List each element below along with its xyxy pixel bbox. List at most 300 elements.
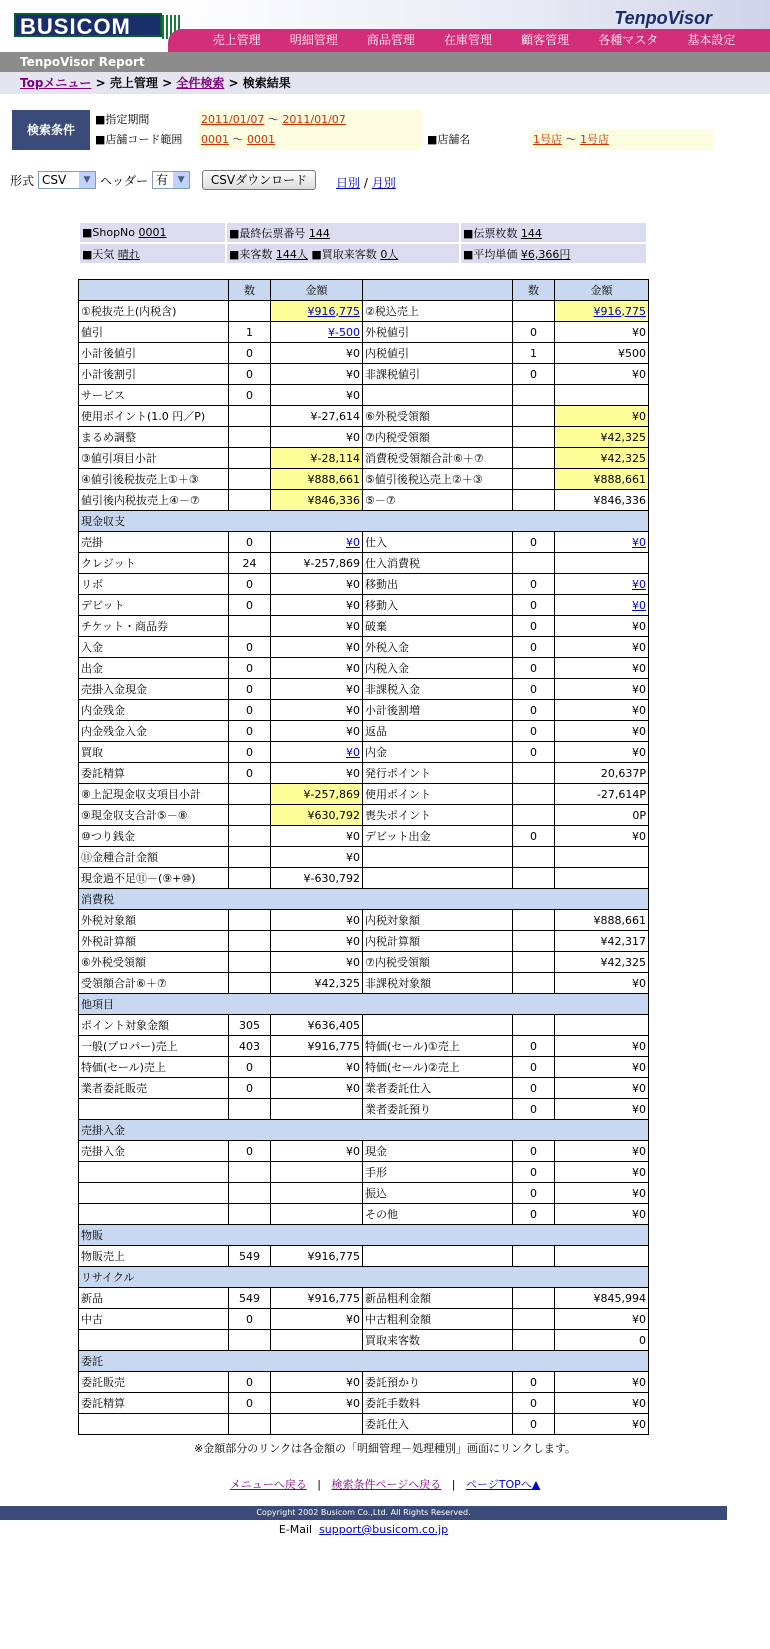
table-row [79,343,649,364]
breadcrumb-sep: > [162,76,173,90]
label-cell: 業者委託預り [363,1099,513,1120]
amount-cell: 20,637P [555,763,649,784]
label-cell [79,1330,229,1351]
label-cell: 内金 [363,742,513,763]
table-row [79,469,649,490]
count-cell: 403 [229,1036,271,1057]
count-cell: 0 [229,1141,271,1162]
label-cell: ⑦内税受領額 [363,427,513,448]
label-cell: 移動出 [363,574,513,595]
table-row [79,1414,649,1435]
table-row [79,973,649,994]
amount-link[interactable]: ¥0 [632,598,646,612]
label-cell [79,1414,229,1435]
count-cell: 0 [513,1078,555,1099]
count-cell [229,868,271,889]
amount-cell: ¥42,325 [555,448,649,469]
count-cell: 0 [513,1036,555,1057]
back-to-menu-link[interactable]: メニューへ戻る [229,1478,307,1491]
amount-cell: ¥0 [555,637,649,658]
csv-download-button[interactable]: CSVダウンロード [202,170,316,190]
nav-masters[interactable]: 各種マスタ [598,33,659,47]
column-header: 数 [229,280,271,301]
amount-cell: ¥0 [555,364,649,385]
label-cell: 現金過不足⑪－(⑨+⑩) [79,868,229,889]
count-cell: 0 [513,679,555,700]
table-row [79,658,649,679]
count-cell: 0 [513,1162,555,1183]
last-slip-cell [227,223,459,242]
amount-cell: ¥0 [271,364,363,385]
label-cell: 非課税値引 [363,364,513,385]
amount-cell: ¥0 [271,343,363,364]
label-cell: 内税値引 [363,343,513,364]
table-row [79,805,649,826]
format-select[interactable] [38,171,96,189]
count-cell: 0 [229,679,271,700]
summary-row [80,223,646,242]
amount-cell [271,1414,363,1435]
period-from[interactable]: 2011/01/07 [201,113,265,126]
store-code-label: ■店舗コード範囲 [92,130,196,150]
label-cell: 新品粗利金額 [363,1288,513,1309]
count-cell [229,1204,271,1225]
count-cell [513,1015,555,1036]
label-cell: ③値引項目小計 [79,448,229,469]
count-cell [513,490,555,511]
avg-price-label: ■平均単価 [463,247,518,261]
section-label: 委託 [79,1351,649,1372]
label-cell: 値引後内税抜売上④－⑦ [79,490,229,511]
period-to[interactable]: 2011/01/07 [282,113,346,126]
label-cell: 発行ポイント [363,763,513,784]
nav-products[interactable]: 商品管理 [366,33,415,47]
header-value: 有 [156,173,169,187]
shop-no-cell [80,223,225,242]
amount-cell: ¥916,775 [271,1288,363,1309]
count-cell [229,490,271,511]
amount-cell: ¥0 [271,763,363,784]
count-cell: 0 [513,1372,555,1393]
amount-cell: ¥0 [271,1078,363,1099]
amount-link[interactable]: ¥916,775 [593,304,646,318]
slip-count-label: ■伝票枚数 [463,226,518,240]
section-row [79,1225,649,1246]
label-cell: リボ [79,574,229,595]
count-cell [229,973,271,994]
breadcrumb-top[interactable]: Topメニュー [20,76,92,90]
count-cell: 0 [229,721,271,742]
nav-customers[interactable]: 顧客管理 [521,33,570,47]
slip-count-link[interactable]: 144 [520,226,542,240]
count-cell: 0 [513,700,555,721]
section-label: リサイクル [79,1267,649,1288]
count-cell [513,301,555,322]
label-cell: 売掛 [79,532,229,553]
amount-cell [271,532,363,553]
table-row [79,910,649,931]
count-cell [513,427,555,448]
label-cell [363,1015,513,1036]
summary-table [78,221,648,265]
table-row [79,784,649,805]
table-row [79,1057,649,1078]
table-row [79,1372,649,1393]
count-cell [513,1246,555,1267]
count-cell [229,1099,271,1120]
table-row [79,301,649,322]
amount-cell: ¥0 [271,721,363,742]
label-cell: 手形 [363,1162,513,1183]
count-cell: 0 [513,1057,555,1078]
amount-link[interactable]: ¥0 [632,535,646,549]
label-cell: 内税入金 [363,658,513,679]
store-code-value [198,130,422,150]
table-row [79,847,649,868]
label-cell: その他 [363,1204,513,1225]
header-select[interactable] [152,171,190,189]
label-cell: 特価(セール)売上 [79,1057,229,1078]
daily-link[interactable]: 日別 [336,176,361,190]
amount-cell: ¥0 [555,322,649,343]
label-cell: ポイント対象金額 [79,1015,229,1036]
label-cell: 小計後割増 [363,700,513,721]
label-cell [79,1183,229,1204]
label-cell: 使用ポイント(1.0 円／P) [79,406,229,427]
amount-cell: ¥0 [271,847,363,868]
table-row [79,616,649,637]
summary-row [80,244,646,263]
amount-link[interactable]: ¥-500 [328,325,360,339]
label-cell: 外税対象額 [79,910,229,931]
amount-cell: ¥0 [555,1141,649,1162]
count-cell [229,1162,271,1183]
count-cell: 0 [513,1183,555,1204]
count-cell: 0 [513,532,555,553]
logo-text: BUSICOM [20,14,131,39]
breadcrumb [0,72,770,94]
amount-cell: ¥636,405 [271,1015,363,1036]
count-cell: 24 [229,553,271,574]
table-row [79,1036,649,1057]
link-note: ※金額部分のリンクは各金額の「明細管理－処理種別」画面にリンクします。 [194,1442,576,1455]
amount-cell: ¥0 [555,616,649,637]
count-cell: 0 [229,742,271,763]
table-row [79,1015,649,1036]
count-cell: 549 [229,1246,271,1267]
amount-cell [555,574,649,595]
avg-price-cell [461,244,646,263]
label-cell: ⑤値引後税込売上②＋③ [363,469,513,490]
table-row [79,532,649,553]
label-cell: 小計後割引 [79,364,229,385]
amount-cell: ¥0 [271,637,363,658]
label-cell: 破棄 [363,616,513,637]
tilde: 〜 [232,133,244,146]
copyright: Copyright 2002 Busicom Co.,Ltd. All Rights Reserved. [0,1506,727,1520]
count-cell [513,805,555,826]
back-to-search-link[interactable]: 検索条件ページへ戻る [331,1478,442,1491]
count-cell: 0 [513,1204,555,1225]
nav-sales[interactable]: 売上管理 [212,33,261,47]
section-row [79,889,649,910]
count-cell [513,763,555,784]
amount-cell: ¥0 [555,1078,649,1099]
table-row [79,721,649,742]
section-row [79,1351,649,1372]
amount-cell: ¥0 [271,1057,363,1078]
table-row [79,931,649,952]
busicom-logo [14,13,162,37]
breadcrumb-search[interactable]: 全件検索 [176,76,225,90]
count-cell [513,448,555,469]
count-cell [229,427,271,448]
last-slip-label: ■最終伝票番号 [229,226,306,240]
store-name-value [530,130,714,150]
table-row [79,1183,649,1204]
label-cell: 委託手数料 [363,1393,513,1414]
section-label: 売掛入金 [79,1120,649,1141]
amount-cell: ¥0 [271,952,363,973]
label-cell: 特価(セール)②売上 [363,1057,513,1078]
label-cell: 売掛入金 [79,1141,229,1162]
store-name-from[interactable]: 1号店 [533,133,562,146]
table-row [79,1393,649,1414]
label-cell: ⑥外税受領額 [363,406,513,427]
amount-cell: ¥-257,869 [271,553,363,574]
amount-cell [271,1162,363,1183]
tenpovisor-brand: TenpoVisor [614,8,712,28]
nav-details[interactable]: 明細管理 [289,33,338,47]
page-top-link[interactable]: ページTOPへ▲ [465,1478,541,1491]
count-cell: 0 [513,1393,555,1414]
amount-cell: ¥-28,114 [271,448,363,469]
label-cell: 外税計算額 [79,931,229,952]
label-cell: 内税計算額 [363,931,513,952]
section-row [79,1120,649,1141]
amount-cell: ¥0 [555,742,649,763]
amount-cell: ¥916,775 [271,1036,363,1057]
label-cell: 非課税対象額 [363,973,513,994]
label-cell: チケット・商品券 [79,616,229,637]
amount-cell: ¥0 [555,973,649,994]
section-label: 他項目 [79,994,649,1015]
count-cell [229,784,271,805]
report-subtitle: TenpoVisor Report [0,52,770,72]
separator: | [317,1478,321,1491]
label-cell: 委託仕入 [363,1414,513,1435]
amount-cell: ¥0 [555,1183,649,1204]
count-cell [229,448,271,469]
label-cell: ⑤－⑦ [363,490,513,511]
count-cell [513,910,555,931]
tilde: 〜 [267,113,279,126]
nav-inventory[interactable]: 在庫管理 [443,33,492,47]
period-links [336,174,396,191]
amount-link[interactable]: ¥916,775 [307,304,360,318]
count-cell [229,931,271,952]
breadcrumb-sep: > [95,76,106,90]
count-cell: 0 [229,763,271,784]
count-cell [229,826,271,847]
count-cell: 0 [229,1078,271,1099]
visitors-cell [227,244,459,263]
amount-link[interactable]: ¥0 [632,577,646,591]
count-cell: 0 [513,1414,555,1435]
email-line [0,1523,727,1536]
column-header: 金額 [555,280,649,301]
label-cell: ⑩つり銭金 [79,826,229,847]
amount-cell: ¥888,661 [271,469,363,490]
count-cell [513,385,555,406]
label-cell [79,1099,229,1120]
search-conditions [12,110,732,150]
count-cell [513,1330,555,1351]
count-cell: 0 [513,595,555,616]
store-from[interactable]: 0001 [201,133,229,146]
table-row [79,406,649,427]
table-row [79,952,649,973]
table-row [79,1078,649,1099]
separator: | [451,1478,456,1491]
main-nav [168,29,770,52]
count-cell: 0 [513,742,555,763]
footer-links [0,1476,770,1492]
count-cell: 549 [229,1288,271,1309]
label-cell: ⑦内税受領額 [363,952,513,973]
count-cell [513,553,555,574]
monthly-link[interactable]: 月別 [371,176,396,190]
label-cell: ④値引後税抜売上①＋③ [79,469,229,490]
count-cell: 0 [513,574,555,595]
amount-cell [271,322,363,343]
label-cell: デビット出金 [363,826,513,847]
amount-cell: ¥0 [555,1393,649,1414]
amount-cell: ¥0 [555,1036,649,1057]
label-cell: 新品 [79,1288,229,1309]
label-cell [363,385,513,406]
visitors-link[interactable]: 144人 [275,247,308,261]
breadcrumb-sales: 売上管理 [109,76,158,90]
amount-cell: ¥845,994 [555,1288,649,1309]
amount-cell: ¥500 [555,343,649,364]
amount-cell [271,1204,363,1225]
label-cell: 買取 [79,742,229,763]
label-cell: 一般(プロパー)売上 [79,1036,229,1057]
table-row [79,1330,649,1351]
buyback-link[interactable]: 0人 [380,247,399,261]
amount-link[interactable]: ¥0 [346,535,360,549]
label-cell: クレジット [79,553,229,574]
section-label: 消費税 [79,889,649,910]
amount-cell [555,1015,649,1036]
amount-cell: ¥916,775 [271,1246,363,1267]
last-slip-link[interactable]: 144 [308,226,330,240]
section-label: 物販 [79,1225,649,1246]
amount-link[interactable]: ¥0 [346,745,360,759]
shop-no-link[interactable]: 0001 [138,226,167,239]
count-cell: 0 [513,637,555,658]
count-cell [229,469,271,490]
table-row [79,1204,649,1225]
count-cell: 1 [229,322,271,343]
label-cell: 返品 [363,721,513,742]
chevron-down-icon: ▼ [79,172,95,188]
avg-price-link[interactable]: ¥6,366円 [520,247,571,261]
label-cell: ②税込売上 [363,301,513,322]
store-to[interactable]: 0001 [247,133,275,146]
amount-cell: ¥630,792 [271,805,363,826]
label-cell: サービス [79,385,229,406]
table-row [79,868,649,889]
amount-cell: ¥0 [555,658,649,679]
label-cell: 外税入金 [363,637,513,658]
count-cell [229,1330,271,1351]
count-cell: 0 [229,658,271,679]
amount-cell: ¥42,317 [555,931,649,952]
label-cell: 業者委託販売 [79,1078,229,1099]
section-row [79,994,649,1015]
label-cell [363,847,513,868]
weather-link[interactable]: 晴れ [117,247,140,261]
count-cell [513,1288,555,1309]
label-cell: 外税値引 [363,322,513,343]
nav-settings[interactable]: 基本設定 [687,33,736,47]
count-cell [229,847,271,868]
table-row [79,448,649,469]
column-header: 金額 [271,280,363,301]
format-value: CSV [42,173,67,187]
count-cell [513,847,555,868]
count-cell: 1 [513,343,555,364]
amount-cell: ¥0 [555,406,649,427]
label-cell: 小計後値引 [79,343,229,364]
label-cell: 中古 [79,1309,229,1330]
count-cell [229,301,271,322]
label-cell: ⑨現金収支合計⑤－⑧ [79,805,229,826]
amount-cell [271,1099,363,1120]
amount-cell: ¥0 [555,1099,649,1120]
count-cell: 0 [229,364,271,385]
label-cell [79,1204,229,1225]
amount-cell [271,1330,363,1351]
count-cell [229,1183,271,1204]
count-cell: 0 [229,700,271,721]
label-cell: 内金残金入金 [79,721,229,742]
label-cell: 委託精算 [79,763,229,784]
buyback-label: ■買取来客数 [311,247,377,261]
label-cell: 値引 [79,322,229,343]
label-cell [363,1246,513,1267]
label-cell: 委託精算 [79,1393,229,1414]
amount-cell: ¥0 [271,826,363,847]
store-name-to[interactable]: 1号店 [580,133,609,146]
count-cell: 0 [229,637,271,658]
label-cell: 買取来客数 [363,1330,513,1351]
label-cell: 中古粗利金額 [363,1309,513,1330]
email-link[interactable]: support@busicom.co.jp [319,1523,449,1536]
amount-cell [271,1183,363,1204]
table-row [79,490,649,511]
amount-cell: ¥0 [271,595,363,616]
amount-cell: ¥846,336 [271,490,363,511]
amount-cell: ¥0 [271,1309,363,1330]
label-cell: 業者委託仕入 [363,1078,513,1099]
table-row [79,637,649,658]
amount-cell: -27,614P [555,784,649,805]
amount-cell: ¥0 [555,700,649,721]
amount-cell: ¥-257,869 [271,784,363,805]
